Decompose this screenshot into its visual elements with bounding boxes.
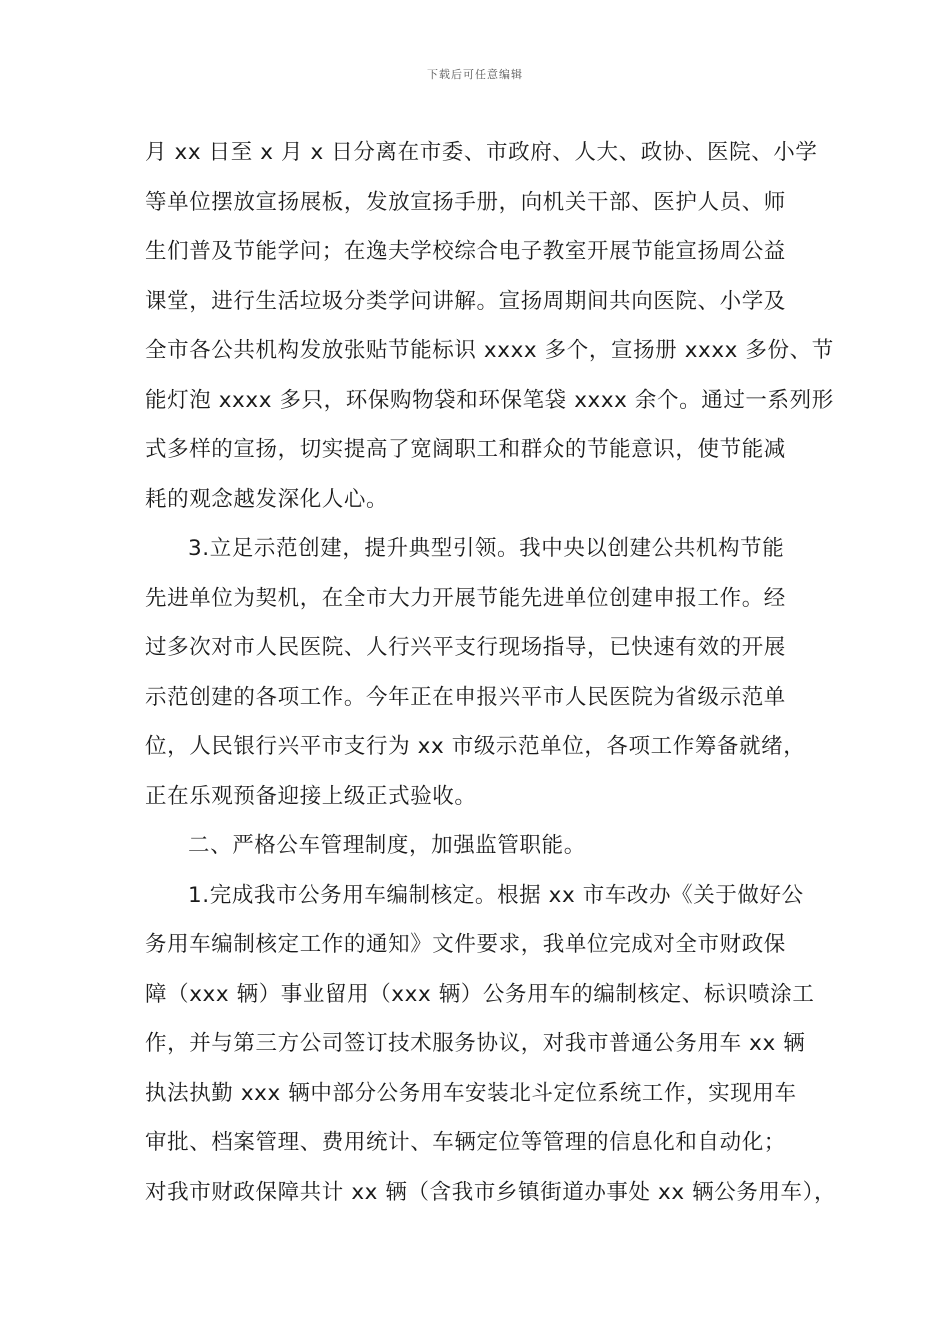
text-line: 过多次对市人民医院、人行兴平支行现场指导，已快速有效的开展 xyxy=(145,635,786,660)
text-line: 正在乐观预备迎接上级正式验收。 xyxy=(145,783,477,809)
text-line: 等单位摆放宣扬展板，发放宣扬手册，向机关干部、医护人员、师 xyxy=(145,189,786,215)
text-line: 障（xxx 辆）事业留用（xxx 辆）公务用车的编制核定、标识喷涂工 xyxy=(145,981,815,1007)
text-line: 耗的观念越发深化人心。 xyxy=(145,486,389,512)
paragraph-start-line: 1.完成我市公务用车编制核定。根据 xx 市车改办《关于做好公 xyxy=(188,882,804,908)
text-line: 生们普及节能学问；在逸夫学校综合电子教室开展节能宣扬周公益 xyxy=(145,239,786,264)
text-line: 月 xx 日至 x 月 x 日分离在市委、市政府、人大、政协、医院、小学 xyxy=(145,140,818,165)
text-line: 先进单位为契机，在全市大力开展节能先进单位创建申报工作。经 xyxy=(145,585,786,611)
text-line: 课堂，进行生活垃圾分类学问讲解。宣扬周期间共向医院、小学及 xyxy=(145,288,786,314)
text-line: 式多样的宣扬，切实提高了宽阔职工和群众的节能意识，使节能减 xyxy=(145,437,786,462)
text-line: 务用车编制核定工作的通知》文件要求，我单位完成对全市财政保 xyxy=(145,932,786,957)
text-line: 位，人民银行兴平市支行为 xx 市级示范单位，各项工作筹备就绪， xyxy=(145,734,806,759)
text-line: 审批、档案管理、费用统计、车辆定位等管理的信息化和自动化； xyxy=(145,1130,786,1155)
paragraph-start-line: 3.立足示范创建，提升典型引领。我中央以创建公共机构节能 xyxy=(188,536,785,561)
text-line: 对我市财政保障共计 xx 辆（含我市乡镇街道办事处 xx 辆公务用车）， xyxy=(145,1179,837,1205)
text-line: 能灯泡 xxxx 多只，环保购物袋和环保笔袋 xxxx 余个。通过一系列形 xyxy=(145,387,834,413)
text-line: 作，并与第三方公司签订技术服务协议，对我市普通公务用车 xx 辆 xyxy=(145,1031,806,1056)
text-line: 示范创建的各项工作。今年正在申报兴平市人民医院为省级示范单 xyxy=(145,684,786,710)
page-header: 下载后可任意编辑 xyxy=(427,68,523,81)
text-line: 全市各公共机构发放张贴节能标识 xxxx 多个，宣扬册 xxxx 多份、节 xyxy=(145,338,834,363)
body-text xyxy=(145,128,837,1217)
text-line: 执法执勤 xxx 辆中部分公务用车安装北斗定位系统工作，实现用车 xyxy=(145,1080,797,1106)
section-heading: 二、严格公车管理制度，加强监管职能。 xyxy=(188,833,586,858)
